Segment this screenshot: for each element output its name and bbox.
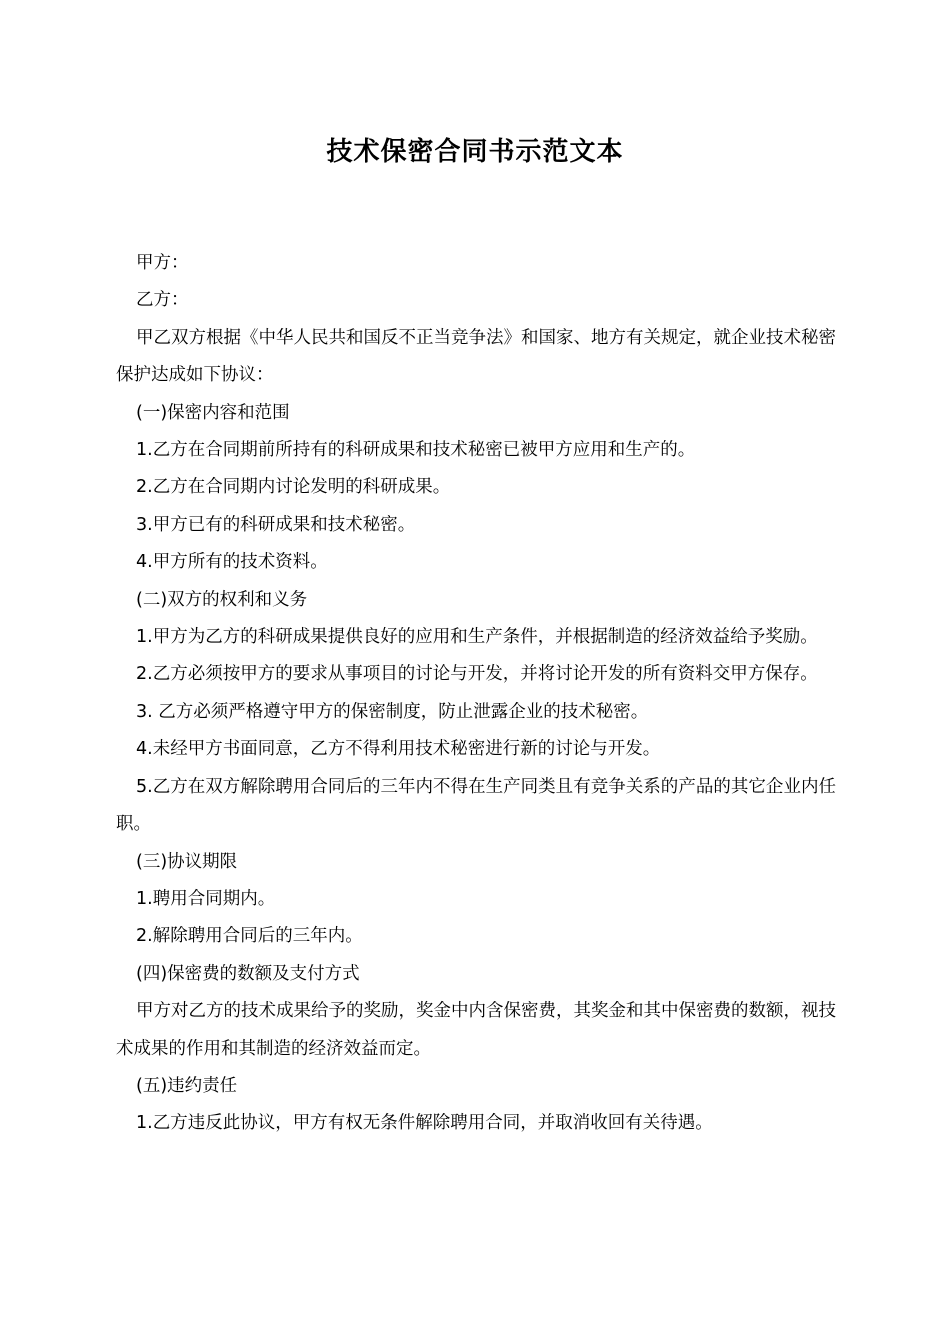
intro-paragraph: 甲乙双方根据《中华人民共和国反不正当竞争法》和国家、地方有关规定，就企业技术秘密保护达成如下协议： xyxy=(116,327,836,386)
section-4-paragraph: 甲方对乙方的技术成果给予的奖励，奖金中内含保密费，其奖金和其中保密费的数额，视技术成果的作用和其制造的经济效益而定。 xyxy=(116,1001,836,1059)
section-2-item-2: 2.乙方必须按甲方的要求从事项目的讨论与开发，并将讨论开发的所有资料交甲方保存。 xyxy=(136,664,818,685)
section-1-item-3: 3.甲方已有的科研成果和技术秘密。 xyxy=(136,514,416,535)
party-b-line: 乙方： xyxy=(136,290,189,311)
section-2-item-3: 3. 乙方必须严格遵守甲方的保密制度，防止泄露企业的技术秘密。 xyxy=(136,701,649,722)
section-heading-3: (三)协议期限 xyxy=(136,851,238,872)
section-2-item-5: 5.乙方在双方解除聘用合同后的三年内不得在生产同类且有竞争关系的产品的其它企业内任职。 xyxy=(116,776,836,835)
section-heading-1: (一)保密内容和范围 xyxy=(136,402,290,423)
section-heading-5: (五)违约责任 xyxy=(136,1075,238,1096)
section-5-item-1: 1.乙方违反此协议，甲方有权无条件解除聘用合同，并取消收回有关待遇。 xyxy=(136,1113,713,1134)
section-1-item-4: 4.甲方所有的技术资料。 xyxy=(136,552,328,573)
section-1-item-2: 2.乙方在合同期内讨论发明的科研成果。 xyxy=(136,477,451,498)
section-3-item-2: 2.解除聘用合同后的三年内。 xyxy=(136,926,363,947)
section-heading-4: (四)保密费的数额及支付方式 xyxy=(136,963,360,984)
party-a-line: 甲方： xyxy=(136,253,189,273)
section-1-item-1: 1.乙方在合同期前所持有的科研成果和技术秘密已被甲方应用和生产的。 xyxy=(136,440,696,461)
section-2-item-4: 4.未经甲方书面同意，乙方不得利用技术秘密进行新的讨论与开发。 xyxy=(136,739,661,760)
section-heading-2: (二)双方的权利和义务 xyxy=(136,589,308,610)
document-body xyxy=(116,245,836,1143)
section-3-item-1: 1.聘用合同期内。 xyxy=(136,888,276,909)
section-2-item-1: 1.甲方为乙方的科研成果提供良好的应用和生产条件，并根据制造的经济效益给予奖励。 xyxy=(136,627,818,648)
document-title: 技术保密合同书示范文本 xyxy=(326,137,624,167)
